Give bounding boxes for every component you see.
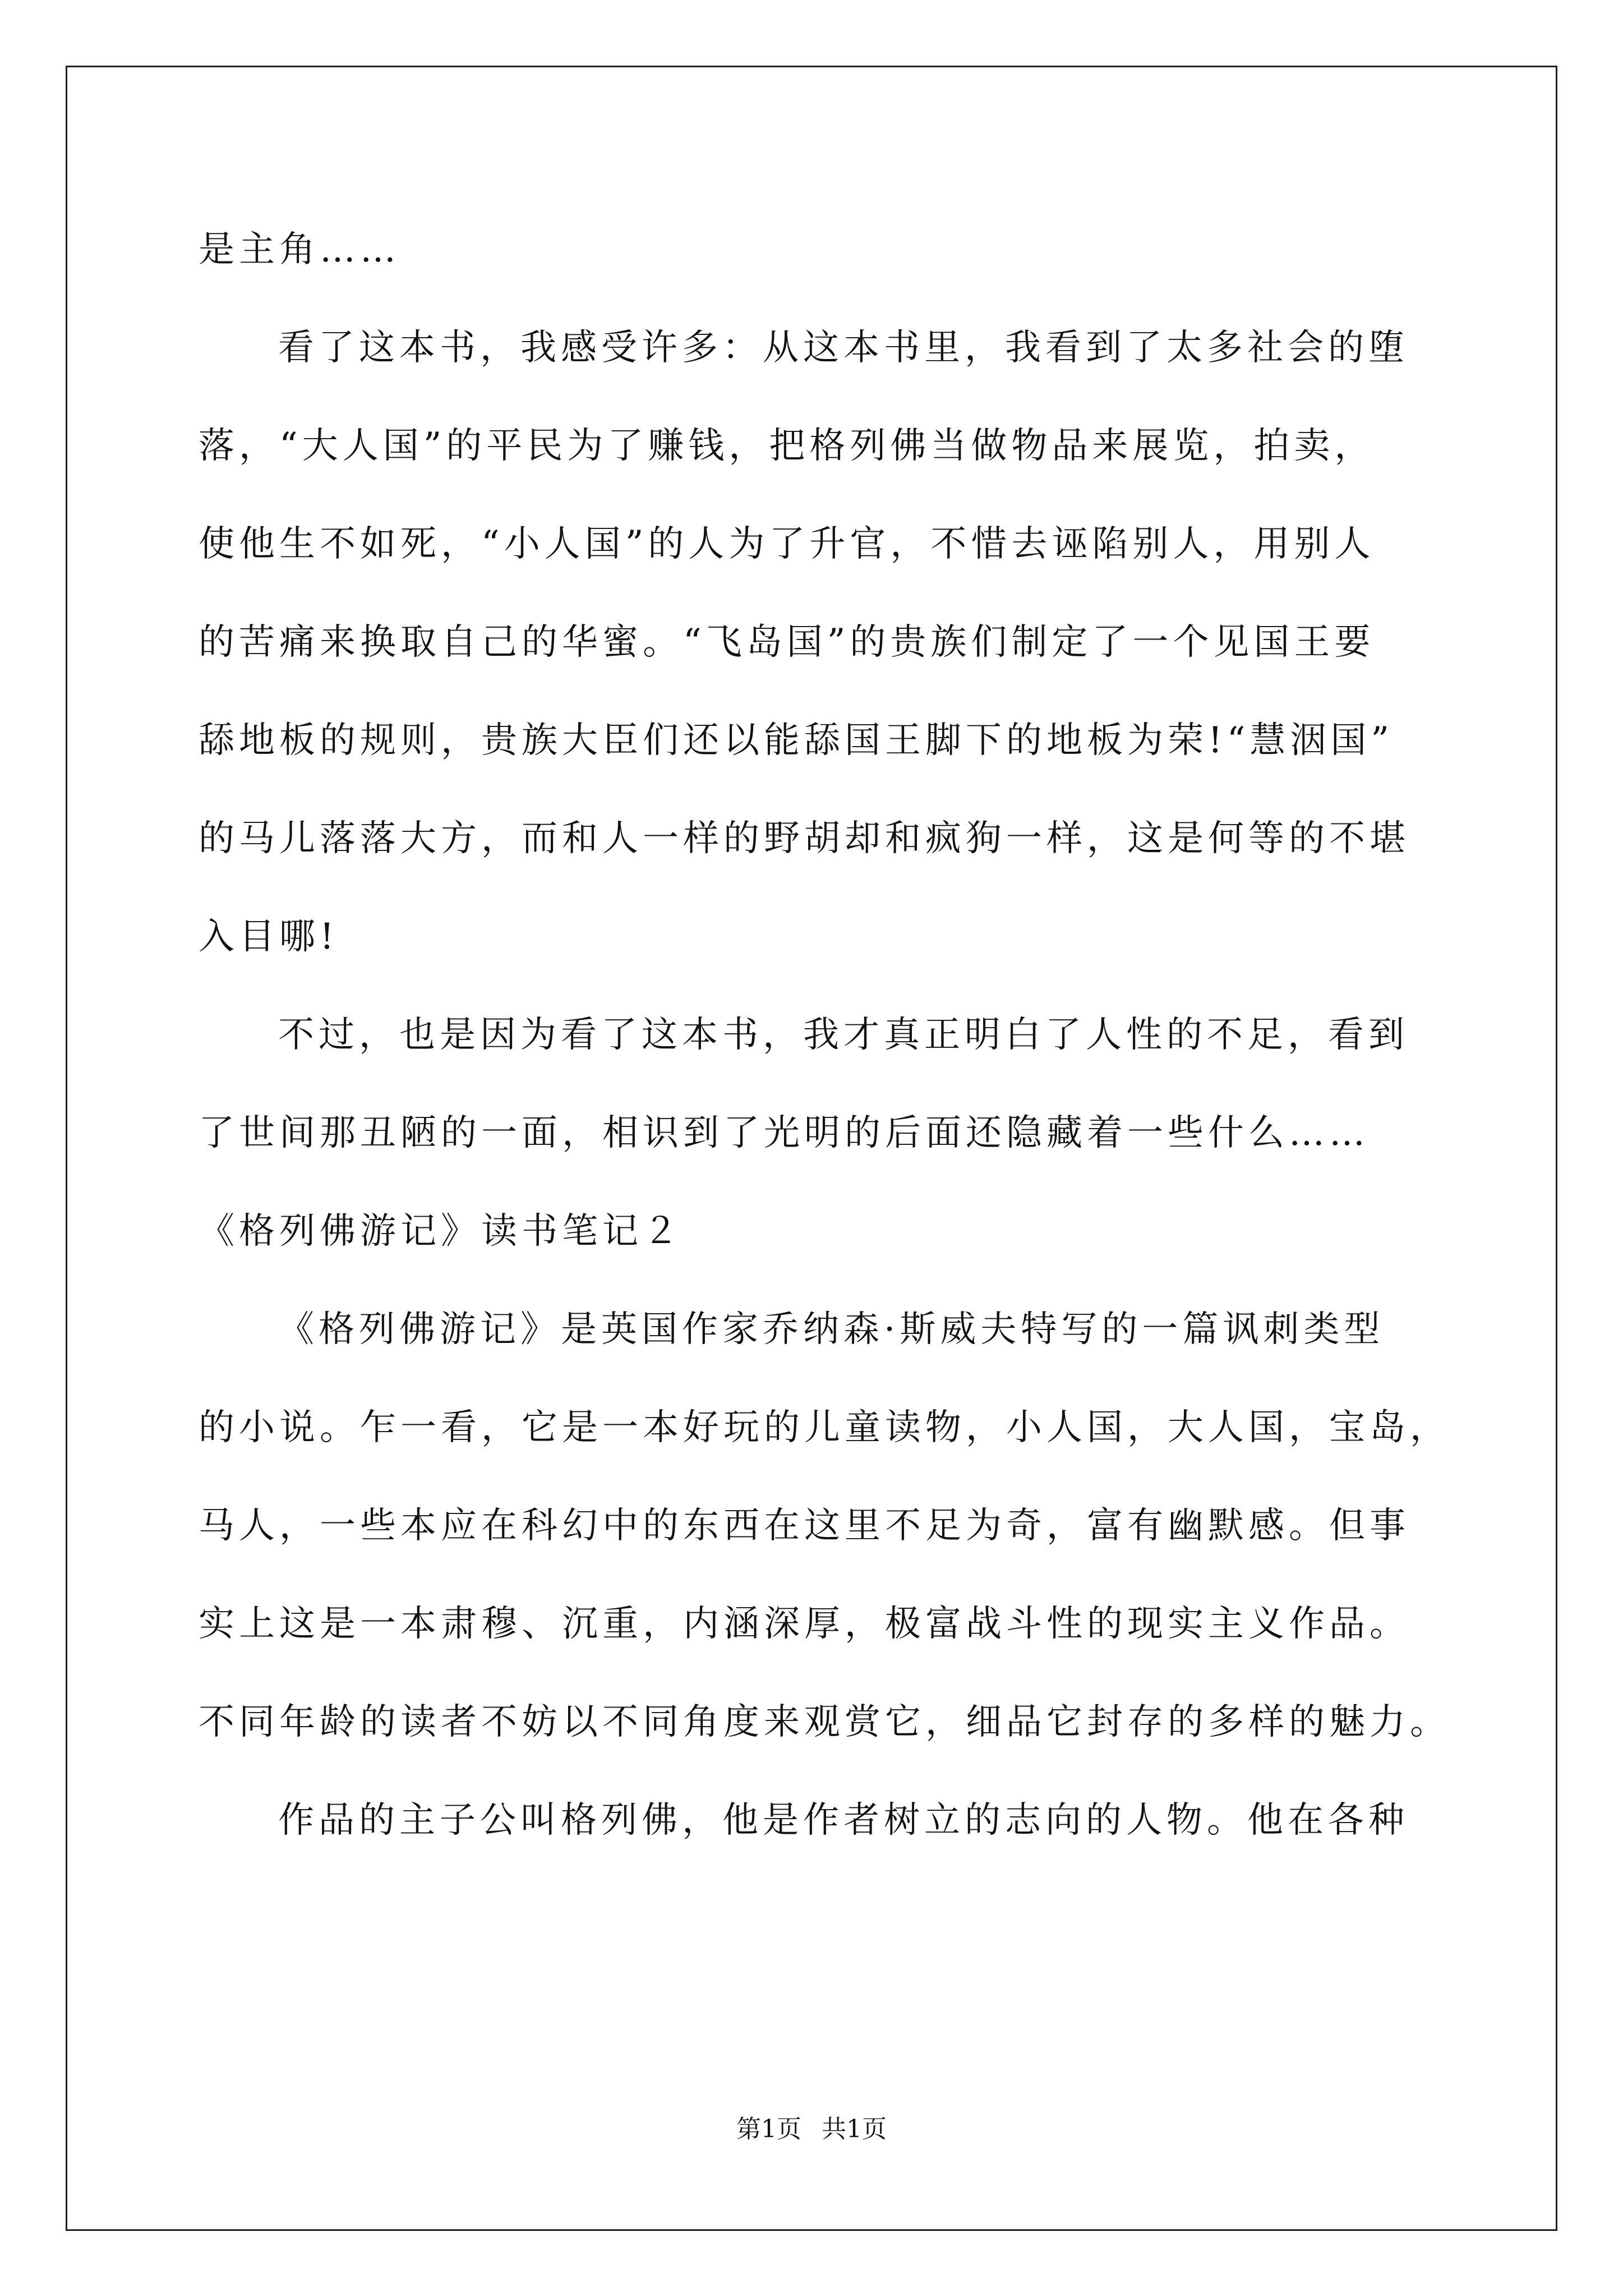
paragraph-first-line: 不过，也是因为看了这本书，我才真正明白了人性的不足，看到 (278, 1014, 1409, 1056)
page-total: 共1页 (822, 2115, 887, 2143)
page-footer (0, 2114, 1623, 2145)
text-line: 马人，一些本应在科幻中的东西在这里不足为奇，富有幽默感。但事 (199, 1505, 1410, 1547)
page-number: 第1页 (736, 2115, 801, 2143)
text-line: 落，“大人国”的平民为了赚钱，把格列佛当做物品来展览，拍卖， (199, 425, 1375, 467)
text-line: 了世间那丑陋的一面，相识到了光明的后面还隐藏着一些什么…… (199, 1112, 1370, 1154)
text-line: 实上这是一本肃穆、沉重，内涵深厚，极富战斗性的现实主义作品。 (199, 1603, 1410, 1645)
section-heading: 《格列佛游记》读书笔记２ (199, 1211, 683, 1252)
text-line: 入目哪! (199, 916, 339, 958)
paragraph-first-line: 看了这本书，我感受许多：从这本书里，我看到了太多社会的堕 (278, 327, 1409, 369)
paragraph-first-line: 作品的主子公叫格列佛，他是作者树立的志向的人物。他在各种 (278, 1800, 1409, 1841)
text-line: 的苦痛来换取自己的华蜜。“飞岛国”的贵族们制定了一个见国王要 (199, 622, 1375, 663)
text-line: 舔地板的规则，贵族大臣们还以能舔国王脚下的地板为荣!“慧洇国” (199, 720, 1394, 761)
text-line: 使他生不如死，“小人国”的人为了升官，不惜去诬陷别人，用别人 (199, 523, 1375, 565)
text-line: 是主角…… (199, 229, 400, 270)
paragraph-first-line: 《格列佛游记》是英国作家乔纳森·斯威夫特写的一篇讽刺类型 (278, 1309, 1385, 1350)
text-line: 的小说。乍一看，它是一本好玩的儿童读物，小人国，大人国，宝岛， (199, 1407, 1450, 1448)
text-line: 不同年龄的读者不妨以不同角度来观赏它，细品它封存的多样的魅力。 (199, 1701, 1450, 1743)
text-line: 的马儿落落大方，而和人一样的野胡却和疯狗一样，这是何等的不堪 (199, 818, 1410, 859)
